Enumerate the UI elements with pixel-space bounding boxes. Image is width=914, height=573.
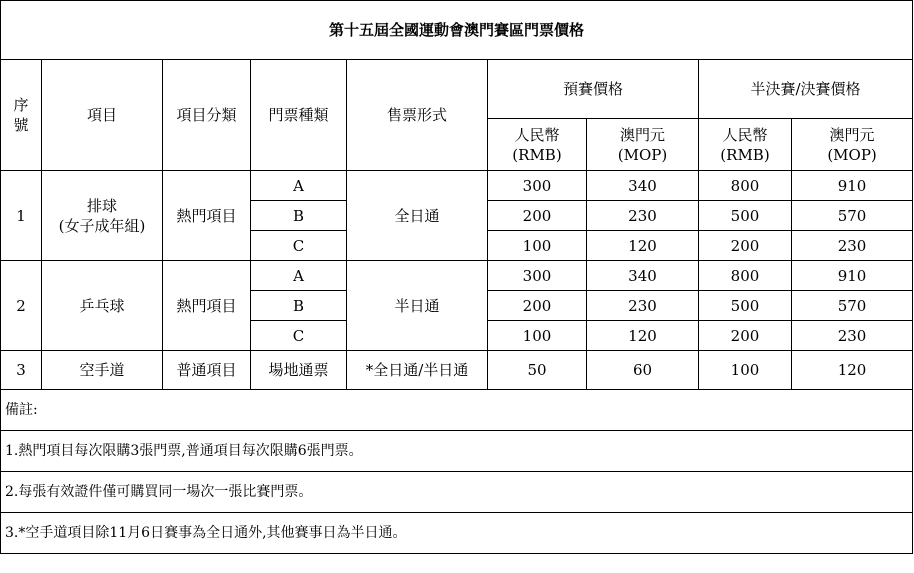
table-row bbox=[1, 261, 913, 291]
cell-prelim-rmb: 50 bbox=[488, 351, 587, 390]
col-header-category: 項目分類 bbox=[163, 60, 251, 171]
row-category: 普通項目 bbox=[163, 351, 251, 390]
cell-prelim-rmb: 100 bbox=[488, 321, 587, 351]
row-ticket-type: A bbox=[251, 171, 347, 201]
row-ticket-type: C bbox=[251, 231, 347, 261]
row-sale-form: *全日通/半日通 bbox=[347, 351, 488, 390]
row-event: 排球 (女子成年組) bbox=[42, 171, 163, 261]
cell-final-rmb: 500 bbox=[699, 291, 792, 321]
cell-final-mop: 230 bbox=[792, 321, 913, 351]
cell-prelim-rmb: 100 bbox=[488, 231, 587, 261]
cell-final-mop: 570 bbox=[792, 201, 913, 231]
col-header-prelim-mop: 澳門元 (MOP) bbox=[587, 119, 699, 171]
table-title: 第十五屆全國運動會澳門賽區門票價格 bbox=[1, 1, 913, 60]
col-header-prelim: 預賽價格 bbox=[488, 60, 699, 119]
cell-prelim-mop: 230 bbox=[587, 291, 699, 321]
row-ticket-type: B bbox=[251, 291, 347, 321]
cell-prelim-mop: 120 bbox=[587, 321, 699, 351]
row-ticket-type: C bbox=[251, 321, 347, 351]
cell-prelim-mop: 340 bbox=[587, 261, 699, 291]
notes-heading: 備註: bbox=[1, 390, 913, 431]
row-sale-form: 全日通 bbox=[347, 171, 488, 261]
cell-prelim-rmb: 300 bbox=[488, 171, 587, 201]
col-header-final-rmb: 人民幣 (RMB) bbox=[699, 119, 792, 171]
cell-final-mop: 120 bbox=[792, 351, 913, 390]
row-category: 熱門項目 bbox=[163, 261, 251, 351]
col-header-ticket-type: 門票種類 bbox=[251, 60, 347, 171]
cell-final-rmb: 200 bbox=[699, 321, 792, 351]
note-item: 1.熱門項目每次限購3張門票,普通項目每次限購6張門票。 bbox=[1, 431, 913, 472]
cell-prelim-mop: 60 bbox=[587, 351, 699, 390]
note-item: 3.*空手道項目除11月6日賽事為全日通外,其他賽事日為半日通。 bbox=[1, 513, 913, 554]
cell-final-rmb: 800 bbox=[699, 261, 792, 291]
note-item: 2.每張有效證件僅可購買同一場次一張比賽門票。 bbox=[1, 472, 913, 513]
cell-final-mop: 570 bbox=[792, 291, 913, 321]
table-row bbox=[1, 351, 913, 390]
cell-prelim-mop: 340 bbox=[587, 171, 699, 201]
cell-prelim-mop: 120 bbox=[587, 231, 699, 261]
row-ticket-type: 場地通票 bbox=[251, 351, 347, 390]
col-header-event: 項目 bbox=[42, 60, 163, 171]
row-no: 2 bbox=[1, 261, 42, 351]
cell-final-mop: 230 bbox=[792, 231, 913, 261]
col-header-no-label: 序號 bbox=[13, 96, 29, 134]
col-header-final-mop: 澳門元 (MOP) bbox=[792, 119, 913, 171]
cell-prelim-rmb: 300 bbox=[488, 261, 587, 291]
cell-final-rmb: 500 bbox=[699, 201, 792, 231]
cell-final-mop: 910 bbox=[792, 261, 913, 291]
row-event: 乒乓球 bbox=[42, 261, 163, 351]
row-ticket-type: B bbox=[251, 201, 347, 231]
cell-final-mop: 910 bbox=[792, 171, 913, 201]
cell-final-rmb: 200 bbox=[699, 231, 792, 261]
cell-prelim-mop: 230 bbox=[587, 201, 699, 231]
col-header-final: 半決賽/決賽價格 bbox=[699, 60, 913, 119]
row-no: 3 bbox=[1, 351, 42, 390]
cell-final-rmb: 800 bbox=[699, 171, 792, 201]
col-header-no bbox=[1, 60, 42, 171]
row-category: 熱門項目 bbox=[163, 171, 251, 261]
cell-final-rmb: 100 bbox=[699, 351, 792, 390]
row-sale-form: 半日通 bbox=[347, 261, 488, 351]
row-event: 空手道 bbox=[42, 351, 163, 390]
cell-prelim-rmb: 200 bbox=[488, 201, 587, 231]
col-header-sale-form: 售票形式 bbox=[347, 60, 488, 171]
table-row bbox=[1, 171, 913, 201]
col-header-prelim-rmb: 人民幣 (RMB) bbox=[488, 119, 587, 171]
row-no: 1 bbox=[1, 171, 42, 261]
cell-prelim-rmb: 200 bbox=[488, 291, 587, 321]
row-ticket-type: A bbox=[251, 261, 347, 291]
